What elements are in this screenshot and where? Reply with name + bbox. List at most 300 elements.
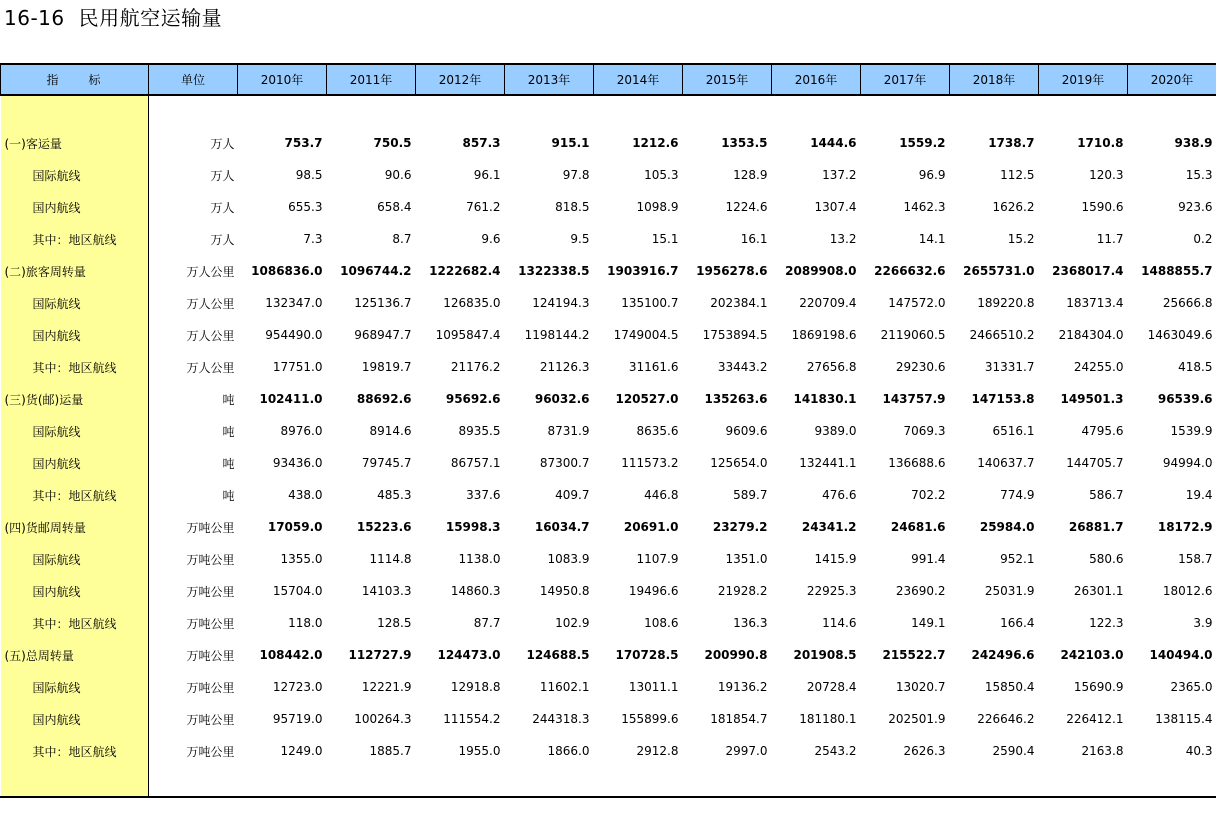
value-cell[interactable]: 1083.9: [547, 552, 590, 566]
value-cell[interactable]: 128.9: [733, 168, 768, 182]
header-year[interactable]: 2014年: [594, 64, 683, 95]
value-cell[interactable]: 1198144.2: [524, 328, 590, 342]
value-cell[interactable]: 1086836.0: [251, 264, 323, 278]
value-cell[interactable]: 40.3: [1185, 744, 1213, 758]
value-cell[interactable]: 124473.0: [437, 648, 501, 662]
value-cell[interactable]: 79745.7: [361, 456, 412, 470]
value-cell[interactable]: 215522.7: [882, 648, 946, 662]
value-cell[interactable]: 418.5: [1178, 360, 1213, 374]
value-cell[interactable]: 87300.7: [539, 456, 590, 470]
unit-cell[interactable]: 万吨公里: [186, 680, 235, 695]
value-cell[interactable]: 125136.7: [354, 296, 412, 310]
value-cell[interactable]: 12918.8: [450, 680, 501, 694]
spreadsheet: [0, 63, 1216, 797]
unit-cell[interactable]: 万人公里: [186, 328, 235, 343]
value-cell[interactable]: 12723.0: [272, 680, 323, 694]
value-cell[interactable]: 125654.0: [710, 456, 768, 470]
value-cell[interactable]: 105.3: [644, 168, 679, 182]
value-cell[interactable]: 140494.0: [1149, 648, 1213, 662]
value-cell[interactable]: 135100.7: [621, 296, 679, 310]
value-cell[interactable]: 120527.0: [615, 392, 679, 406]
value-cell[interactable]: 13020.7: [895, 680, 946, 694]
header-indicator[interactable]: [1, 64, 149, 95]
indicator-cell[interactable]: 其中：地区航线: [1, 223, 149, 255]
value-cell[interactable]: 1626.2: [992, 200, 1035, 214]
table-row: [1, 447, 1216, 479]
value-cell[interactable]: 1096744.2: [340, 264, 412, 278]
value-cell[interactable]: 21126.3: [539, 360, 590, 374]
table-row: [1, 255, 1216, 287]
value-cell[interactable]: 24255.0: [1073, 360, 1124, 374]
unit-cell[interactable]: 万人: [210, 232, 235, 247]
value-cell[interactable]: 242103.0: [1060, 648, 1124, 662]
value-cell[interactable]: 1488855.7: [1141, 264, 1213, 278]
value-cell[interactable]: 226412.1: [1066, 712, 1124, 726]
value-cell[interactable]: 702.2: [911, 488, 946, 502]
value-cell[interactable]: 138115.4: [1155, 712, 1213, 726]
value-cell[interactable]: 1753894.5: [702, 328, 768, 342]
value-cell[interactable]: 202384.1: [710, 296, 768, 310]
unit-cell[interactable]: 万人公里: [186, 296, 235, 311]
value-cell[interactable]: 938.9: [1174, 136, 1213, 150]
value-cell[interactable]: 128.5: [377, 616, 412, 630]
spacer-name-cell: [1, 95, 149, 127]
value-cell[interactable]: 17059.0: [267, 520, 323, 534]
value-cell[interactable]: 14860.3: [450, 584, 501, 598]
value-cell[interactable]: 25666.8: [1162, 296, 1213, 310]
table-bottom-border: [0, 796, 1216, 798]
value-cell[interactable]: 9.6: [481, 232, 501, 246]
value-cell[interactable]: 16034.7: [534, 520, 590, 534]
value-cell[interactable]: 15704.0: [272, 584, 323, 598]
value-cell[interactable]: 1415.9: [814, 552, 857, 566]
value-cell[interactable]: 2997.0: [725, 744, 768, 758]
value-cell[interactable]: 11.7: [1096, 232, 1124, 246]
value-cell[interactable]: 1462.3: [903, 200, 946, 214]
value-cell[interactable]: 170728.5: [615, 648, 679, 662]
indicator-cell[interactable]: 国内航线: [1, 191, 149, 223]
header-indicator-part2: 标: [88, 73, 103, 87]
value-cell[interactable]: 114.6: [822, 616, 857, 630]
value-cell[interactable]: 991.4: [911, 552, 946, 566]
table-row: [1, 415, 1216, 447]
value-cell[interactable]: 124194.3: [532, 296, 590, 310]
header-year[interactable]: 2013年: [505, 64, 594, 95]
value-cell[interactable]: 446.8: [644, 488, 679, 502]
value-cell[interactable]: 112.5: [1000, 168, 1035, 182]
unit-cell[interactable]: 万人: [210, 200, 235, 215]
value-cell[interactable]: 90.6: [384, 168, 412, 182]
unit-cell[interactable]: 万吨公里: [186, 712, 235, 727]
value-cell[interactable]: 132441.1: [799, 456, 857, 470]
header-year[interactable]: 2016年: [772, 64, 861, 95]
value-cell[interactable]: 108442.0: [259, 648, 323, 662]
value-cell[interactable]: 954490.0: [265, 328, 323, 342]
value-cell[interactable]: 14950.8: [539, 584, 590, 598]
table-row: [1, 319, 1216, 351]
value-cell[interactable]: 135263.6: [704, 392, 768, 406]
value-cell[interactable]: 8914.6: [369, 424, 412, 438]
value-cell[interactable]: 658.4: [377, 200, 412, 214]
value-cell[interactable]: 409.7: [555, 488, 590, 502]
value-cell[interactable]: 8731.9: [547, 424, 590, 438]
value-cell[interactable]: 818.5: [555, 200, 590, 214]
table-title: 民用航空运输量: [78, 6, 223, 30]
value-cell[interactable]: 19819.7: [361, 360, 412, 374]
value-cell[interactable]: 1107.9: [636, 552, 679, 566]
indicator-cell[interactable]: 其中：地区航线: [1, 735, 149, 767]
value-cell[interactable]: 102.9: [555, 616, 590, 630]
value-cell[interactable]: 2368017.4: [1052, 264, 1124, 278]
value-cell[interactable]: 181854.7: [710, 712, 768, 726]
value-cell[interactable]: 1885.7: [369, 744, 412, 758]
value-cell[interactable]: 485.3: [377, 488, 412, 502]
value-cell[interactable]: 21928.2: [717, 584, 768, 598]
unit-cell[interactable]: 万人公里: [186, 360, 235, 375]
value-cell[interactable]: 27656.8: [806, 360, 857, 374]
indicator-cell[interactable]: (五)总周转量: [1, 639, 149, 671]
indicator-cell[interactable]: 国内航线: [1, 703, 149, 735]
value-cell[interactable]: 7.3: [303, 232, 323, 246]
value-cell[interactable]: 94994.0: [1162, 456, 1213, 470]
value-cell[interactable]: 0.2: [1193, 232, 1213, 246]
unit-cell[interactable]: 万人公里: [186, 264, 235, 279]
indicator-cell[interactable]: (三)货(邮)运量: [1, 383, 149, 415]
value-cell[interactable]: 968947.7: [354, 328, 412, 342]
spacer-cell: [149, 767, 1216, 797]
value-cell[interactable]: 31161.6: [628, 360, 679, 374]
value-cell[interactable]: 580.6: [1089, 552, 1124, 566]
table-row: [1, 127, 1216, 159]
value-cell[interactable]: 126835.0: [443, 296, 501, 310]
value-cell[interactable]: 1322338.5: [518, 264, 590, 278]
value-cell[interactable]: 95719.0: [272, 712, 323, 726]
value-cell[interactable]: 753.7: [284, 136, 323, 150]
value-cell[interactable]: 2466510.2: [969, 328, 1035, 342]
value-cell[interactable]: 26301.1: [1073, 584, 1124, 598]
table-row: [1, 287, 1216, 319]
value-cell[interactable]: 242496.6: [971, 648, 1035, 662]
indicator-cell[interactable]: (四)货邮周转量: [1, 511, 149, 543]
value-cell[interactable]: 143757.9: [882, 392, 946, 406]
value-cell[interactable]: 1212.6: [632, 136, 679, 150]
value-cell[interactable]: 18172.9: [1157, 520, 1213, 534]
value-cell[interactable]: 1444.6: [810, 136, 857, 150]
table-row: [1, 351, 1216, 383]
value-cell[interactable]: 19.4: [1185, 488, 1213, 502]
table-row: [1, 575, 1216, 607]
value-cell[interactable]: 1095847.4: [435, 328, 501, 342]
value-cell[interactable]: 86757.1: [450, 456, 501, 470]
spacer-row: [1, 95, 1216, 127]
header-year[interactable]: 2012年: [416, 64, 505, 95]
value-cell[interactable]: 750.5: [373, 136, 412, 150]
value-cell[interactable]: 14.1: [918, 232, 946, 246]
value-cell[interactable]: 97.8: [562, 168, 590, 182]
value-cell[interactable]: 1710.8: [1077, 136, 1124, 150]
value-cell[interactable]: 136688.6: [888, 456, 946, 470]
value-cell[interactable]: 118.0: [288, 616, 323, 630]
value-cell[interactable]: 132347.0: [265, 296, 323, 310]
value-cell[interactable]: 201908.5: [793, 648, 857, 662]
value-cell[interactable]: 96032.6: [534, 392, 590, 406]
header-year[interactable]: 2015年: [683, 64, 772, 95]
indicator-cell[interactable]: 国内航线: [1, 319, 149, 351]
value-cell[interactable]: 111554.2: [443, 712, 501, 726]
header-year[interactable]: 2011年: [327, 64, 416, 95]
indicator-cell[interactable]: 国际航线: [1, 543, 149, 575]
value-cell[interactable]: 25984.0: [979, 520, 1035, 534]
value-cell[interactable]: 15.2: [1007, 232, 1035, 246]
value-cell[interactable]: 21176.2: [450, 360, 501, 374]
value-cell[interactable]: 438.0: [288, 488, 323, 502]
indicator-cell[interactable]: (一)客运量: [1, 127, 149, 159]
unit-cell[interactable]: 万吨公里: [186, 744, 235, 759]
value-cell[interactable]: 88692.6: [356, 392, 412, 406]
indicator-cell[interactable]: 国际航线: [1, 287, 149, 319]
value-cell[interactable]: 20691.0: [623, 520, 679, 534]
value-cell[interactable]: 226646.2: [977, 712, 1035, 726]
value-cell[interactable]: 774.9: [1000, 488, 1035, 502]
indicator-cell[interactable]: (二)旅客周转量: [1, 255, 149, 287]
unit-cell[interactable]: 吨: [222, 392, 235, 407]
value-cell[interactable]: 155899.6: [621, 712, 679, 726]
value-cell[interactable]: 13.2: [829, 232, 857, 246]
value-cell[interactable]: 29230.6: [895, 360, 946, 374]
value-cell[interactable]: 1869198.6: [791, 328, 857, 342]
value-cell[interactable]: 1590.6: [1081, 200, 1124, 214]
indicator-cell[interactable]: 国内航线: [1, 447, 149, 479]
value-cell[interactable]: 4795.6: [1081, 424, 1124, 438]
value-cell[interactable]: 111573.2: [621, 456, 679, 470]
value-cell[interactable]: 1114.8: [369, 552, 412, 566]
value-cell[interactable]: 22925.3: [806, 584, 857, 598]
value-cell[interactable]: 952.1: [1000, 552, 1035, 566]
value-cell[interactable]: 8976.0: [280, 424, 323, 438]
value-cell[interactable]: 655.3: [288, 200, 323, 214]
value-cell[interactable]: 2266632.6: [874, 264, 946, 278]
value-cell[interactable]: 137.2: [822, 168, 857, 182]
value-cell[interactable]: 1956278.6: [696, 264, 768, 278]
unit-cell[interactable]: 万吨公里: [186, 616, 235, 631]
value-cell[interactable]: 95692.6: [445, 392, 501, 406]
value-cell[interactable]: 108.6: [644, 616, 679, 630]
value-cell[interactable]: 112727.9: [348, 648, 412, 662]
table-body: [1, 95, 1216, 797]
value-cell[interactable]: 15223.6: [356, 520, 412, 534]
value-cell[interactable]: 1224.6: [725, 200, 768, 214]
value-cell[interactable]: 15690.9: [1073, 680, 1124, 694]
value-cell[interactable]: 144705.7: [1066, 456, 1124, 470]
table-row: [1, 479, 1216, 511]
value-cell[interactable]: 136.3: [733, 616, 768, 630]
value-cell[interactable]: 2163.8: [1081, 744, 1124, 758]
value-cell[interactable]: 1903916.7: [607, 264, 679, 278]
value-cell[interactable]: 8935.5: [458, 424, 501, 438]
indicator-cell[interactable]: 其中：地区航线: [1, 607, 149, 639]
value-cell[interactable]: 1738.7: [988, 136, 1035, 150]
unit-cell[interactable]: 万人: [210, 168, 235, 183]
value-cell[interactable]: 11602.1: [539, 680, 590, 694]
value-cell[interactable]: 1353.5: [721, 136, 768, 150]
indicator-cell[interactable]: 其中：地区航线: [1, 351, 149, 383]
unit-cell[interactable]: 万吨公里: [186, 552, 235, 567]
table-row: [1, 383, 1216, 415]
value-cell[interactable]: 15998.3: [445, 520, 501, 534]
indicator-cell[interactable]: 国际航线: [1, 159, 149, 191]
value-cell[interactable]: 1351.0: [725, 552, 768, 566]
value-cell[interactable]: 19136.2: [717, 680, 768, 694]
value-cell[interactable]: 31331.7: [984, 360, 1035, 374]
value-cell[interactable]: 2655731.0: [963, 264, 1035, 278]
value-cell[interactable]: 183713.4: [1066, 296, 1124, 310]
table-row: [1, 223, 1216, 255]
value-cell[interactable]: 33443.2: [717, 360, 768, 374]
value-cell[interactable]: 1249.0: [280, 744, 323, 758]
value-cell[interactable]: 181180.1: [799, 712, 857, 726]
header-year[interactable]: 2020年: [1128, 64, 1216, 95]
value-cell[interactable]: 1307.4: [814, 200, 857, 214]
value-cell[interactable]: 1559.2: [899, 136, 946, 150]
value-cell[interactable]: 12221.9: [361, 680, 412, 694]
value-cell[interactable]: 15.1: [651, 232, 679, 246]
value-cell[interactable]: 122.3: [1089, 616, 1124, 630]
unit-cell[interactable]: 吨: [222, 456, 235, 471]
value-cell[interactable]: 96.1: [473, 168, 501, 182]
value-cell[interactable]: 2912.8: [636, 744, 679, 758]
value-cell[interactable]: 1222682.4: [429, 264, 501, 278]
value-cell[interactable]: 1463049.6: [1147, 328, 1213, 342]
value-cell[interactable]: 149501.3: [1060, 392, 1124, 406]
value-cell[interactable]: 120.3: [1089, 168, 1124, 182]
value-cell[interactable]: 2184304.0: [1058, 328, 1124, 342]
value-cell[interactable]: 147572.0: [888, 296, 946, 310]
value-cell[interactable]: 244318.3: [532, 712, 590, 726]
value-cell[interactable]: 337.6: [466, 488, 501, 502]
value-cell[interactable]: 96539.6: [1157, 392, 1213, 406]
value-cell[interactable]: 87.7: [473, 616, 501, 630]
value-cell[interactable]: 476.6: [822, 488, 857, 502]
value-cell[interactable]: 9389.0: [814, 424, 857, 438]
value-cell[interactable]: 23690.2: [895, 584, 946, 598]
page-title: [4, 4, 222, 32]
unit-cell[interactable]: 万人: [210, 136, 235, 151]
unit-cell[interactable]: 吨: [222, 424, 235, 439]
indicator-cell[interactable]: 其中：地区航线: [1, 479, 149, 511]
value-cell[interactable]: 2590.4: [992, 744, 1035, 758]
value-cell[interactable]: 98.5: [295, 168, 323, 182]
value-cell[interactable]: 14103.3: [361, 584, 412, 598]
value-cell[interactable]: 100264.3: [354, 712, 412, 726]
value-cell[interactable]: 2089908.0: [785, 264, 857, 278]
value-cell[interactable]: 857.3: [462, 136, 501, 150]
value-cell[interactable]: 25031.9: [984, 584, 1035, 598]
header-year[interactable]: 2010年: [238, 64, 327, 95]
value-cell[interactable]: 8.7: [392, 232, 412, 246]
value-cell[interactable]: 761.2: [466, 200, 501, 214]
indicator-cell[interactable]: 国际航线: [1, 671, 149, 703]
value-cell[interactable]: 9609.6: [725, 424, 768, 438]
value-cell[interactable]: 158.7: [1178, 552, 1213, 566]
value-cell[interactable]: 1749004.5: [613, 328, 679, 342]
value-cell[interactable]: 7069.3: [903, 424, 946, 438]
header-unit[interactable]: 单位: [149, 64, 238, 95]
unit-cell[interactable]: 万吨公里: [186, 520, 235, 535]
value-cell[interactable]: 6516.1: [992, 424, 1035, 438]
unit-cell[interactable]: 万吨公里: [186, 648, 235, 663]
value-cell[interactable]: 15.3: [1185, 168, 1213, 182]
value-cell[interactable]: 2543.2: [814, 744, 857, 758]
indicator-cell[interactable]: 国际航线: [1, 415, 149, 447]
value-cell[interactable]: 200990.8: [704, 648, 768, 662]
value-cell[interactable]: 20728.4: [806, 680, 857, 694]
header-year[interactable]: 2019年: [1039, 64, 1128, 95]
value-cell[interactable]: 24681.6: [890, 520, 946, 534]
value-cell[interactable]: 93436.0: [272, 456, 323, 470]
value-cell[interactable]: 18012.6: [1162, 584, 1213, 598]
value-cell[interactable]: 24341.2: [801, 520, 857, 534]
value-cell[interactable]: 17751.0: [272, 360, 323, 374]
header-indicator-part1: 指: [46, 73, 61, 87]
indicator-cell[interactable]: 国内航线: [1, 575, 149, 607]
value-cell[interactable]: 1355.0: [280, 552, 323, 566]
header-year[interactable]: 2017年: [861, 64, 950, 95]
value-cell[interactable]: 1138.0: [458, 552, 501, 566]
value-cell[interactable]: 202501.9: [888, 712, 946, 726]
table-row: [1, 703, 1216, 735]
value-cell[interactable]: 1866.0: [547, 744, 590, 758]
value-cell[interactable]: 23279.2: [712, 520, 768, 534]
unit-cell[interactable]: 万吨公里: [186, 584, 235, 599]
value-cell[interactable]: 147153.8: [971, 392, 1035, 406]
value-cell[interactable]: 915.1: [551, 136, 590, 150]
value-cell[interactable]: 586.7: [1089, 488, 1124, 502]
value-cell[interactable]: 1098.9: [636, 200, 679, 214]
value-cell[interactable]: 26881.7: [1068, 520, 1124, 534]
value-cell[interactable]: 1955.0: [458, 744, 501, 758]
value-cell[interactable]: 140637.7: [977, 456, 1035, 470]
value-cell[interactable]: 9.5: [570, 232, 590, 246]
value-cell[interactable]: 220709.4: [799, 296, 857, 310]
unit-cell[interactable]: 吨: [222, 488, 235, 503]
value-cell[interactable]: 2365.0: [1170, 680, 1213, 694]
value-cell[interactable]: 589.7: [733, 488, 768, 502]
spacer-row: [1, 767, 1216, 797]
value-cell[interactable]: 1539.9: [1170, 424, 1213, 438]
data-table: [0, 63, 1216, 797]
value-cell[interactable]: 19496.6: [628, 584, 679, 598]
value-cell[interactable]: 124688.5: [526, 648, 590, 662]
value-cell[interactable]: 8635.6: [636, 424, 679, 438]
header-row: [1, 64, 1216, 95]
value-cell[interactable]: 923.6: [1178, 200, 1213, 214]
header-year[interactable]: 2018年: [950, 64, 1039, 95]
value-cell[interactable]: 96.9: [918, 168, 946, 182]
table-row: [1, 607, 1216, 639]
value-cell[interactable]: 13011.1: [628, 680, 679, 694]
value-cell[interactable]: 2119060.5: [880, 328, 946, 342]
value-cell[interactable]: 141830.1: [793, 392, 857, 406]
value-cell[interactable]: 3.9: [1193, 616, 1213, 630]
value-cell[interactable]: 189220.8: [977, 296, 1035, 310]
value-cell[interactable]: 149.1: [911, 616, 946, 630]
value-cell[interactable]: 16.1: [740, 232, 768, 246]
table-row: [1, 735, 1216, 767]
value-cell[interactable]: 102411.0: [259, 392, 323, 406]
value-cell[interactable]: 15850.4: [984, 680, 1035, 694]
value-cell[interactable]: 166.4: [1000, 616, 1035, 630]
value-cell[interactable]: 2626.3: [903, 744, 946, 758]
